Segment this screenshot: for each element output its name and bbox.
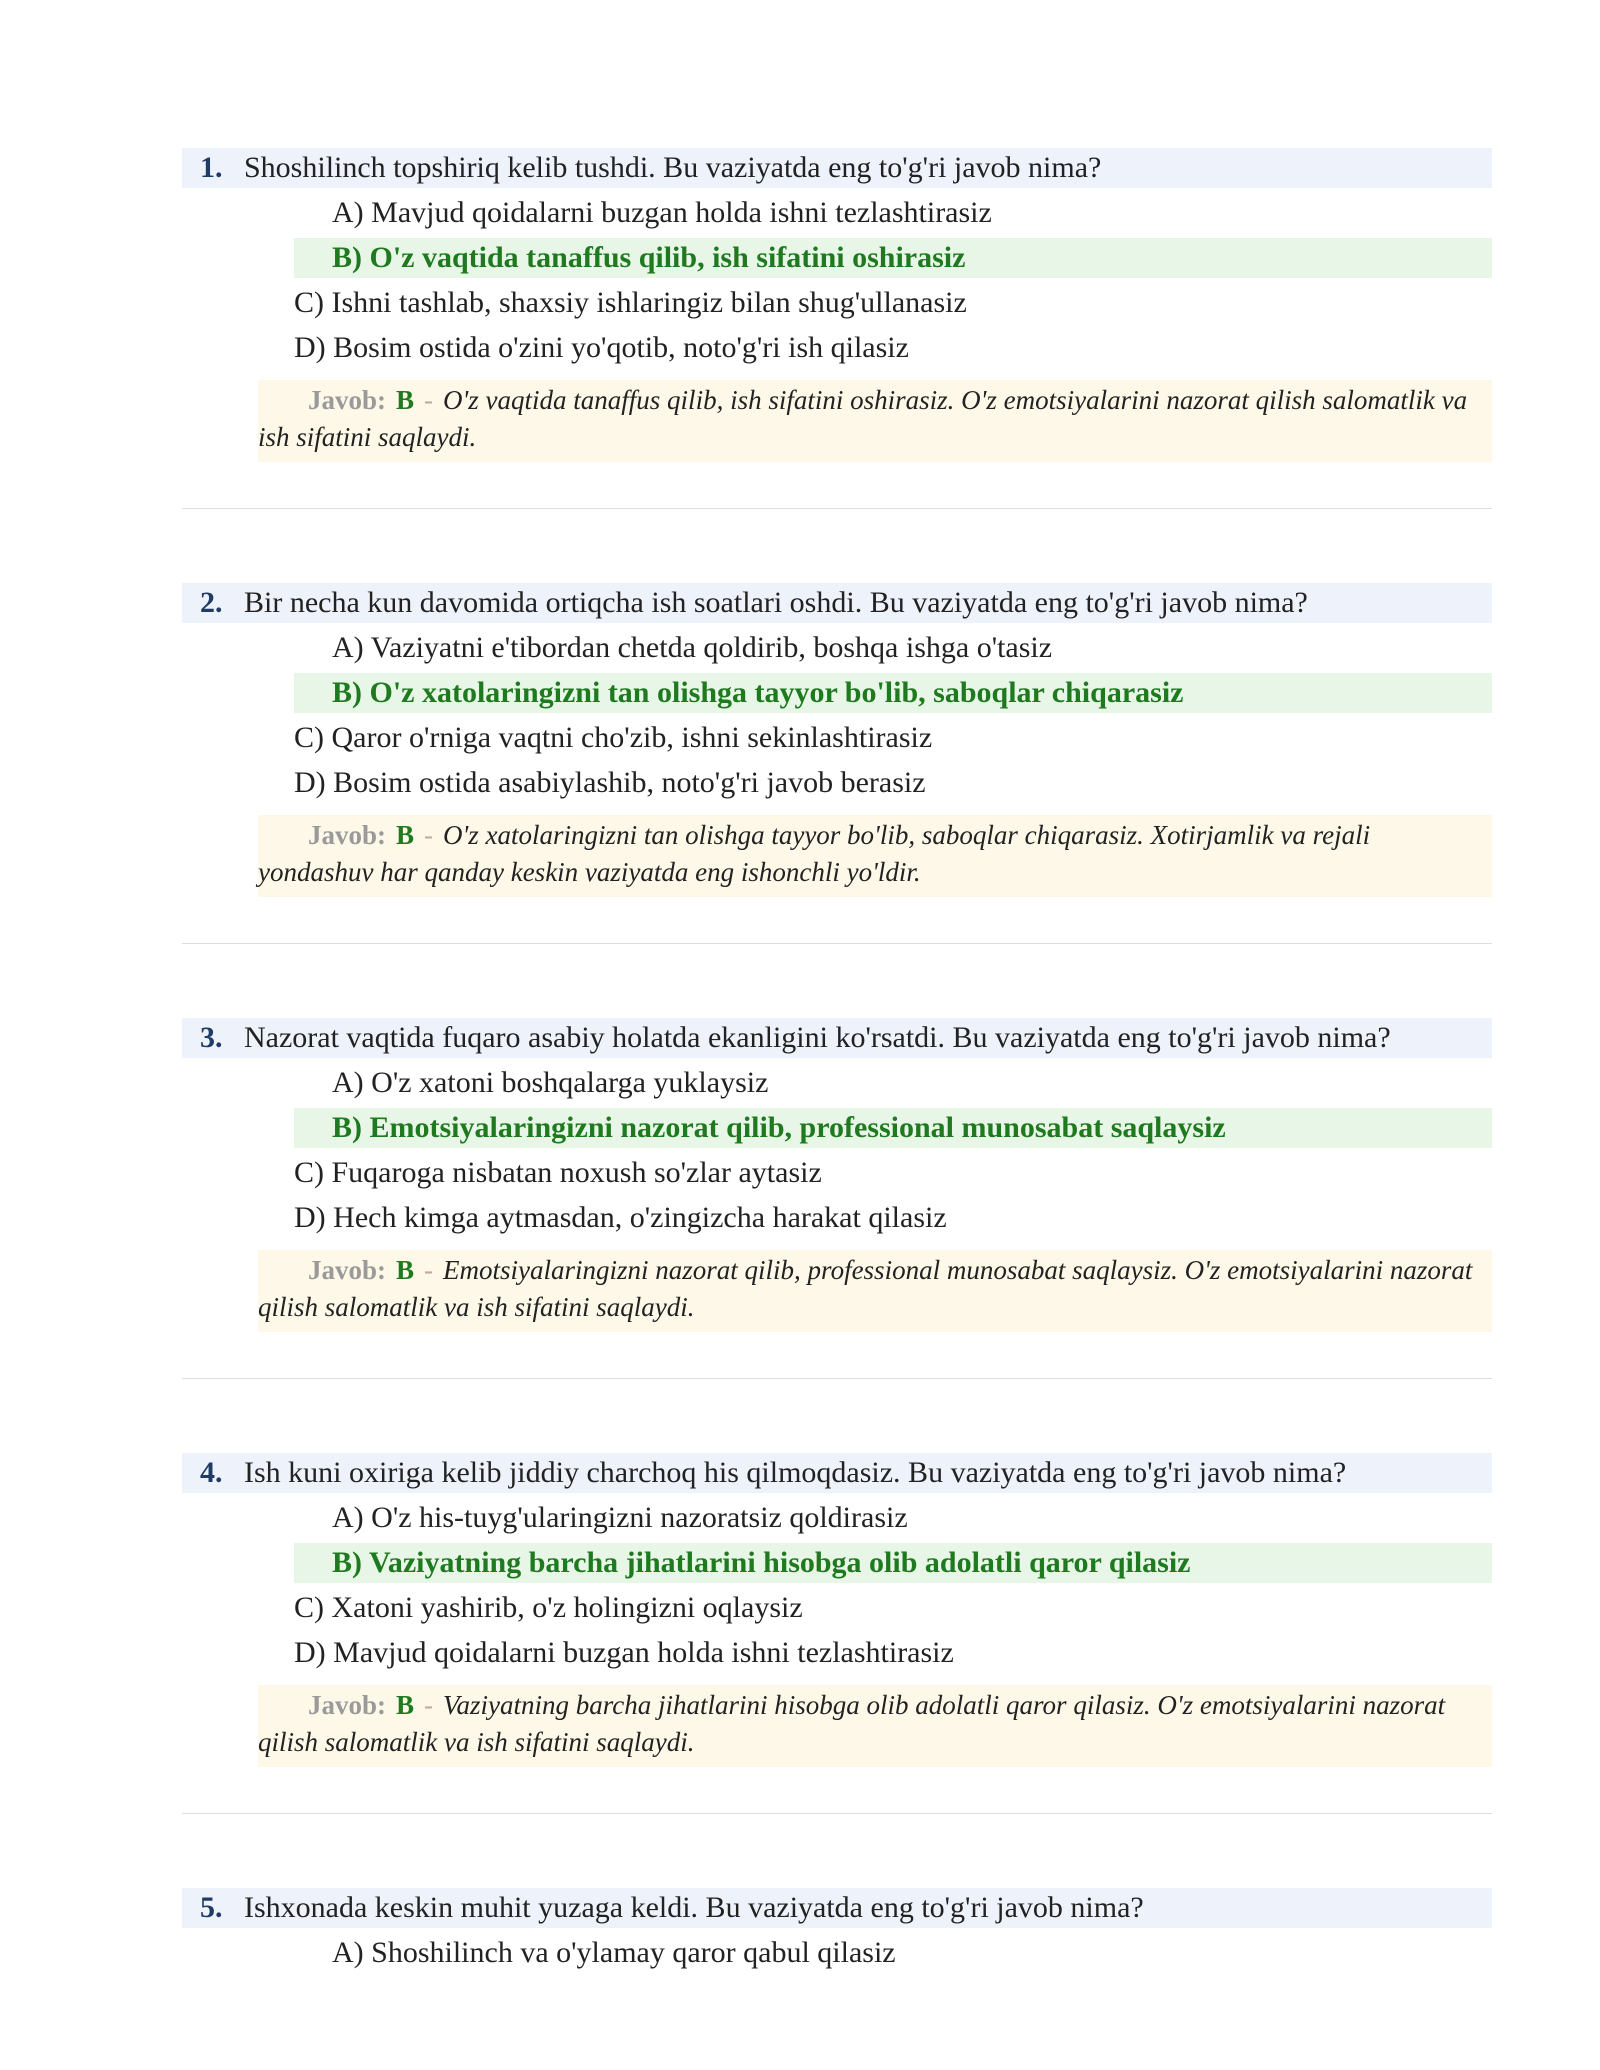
question-header [182,1453,1492,1493]
option-c: C) Ishni tashlab, shaxsiy ishlaringiz bilan shug'ullanasiz [294,286,967,319]
question-divider [182,1378,1492,1379]
answer-label: Javob: [308,1255,387,1285]
question-number: 5. [200,1891,223,1924]
question-number: 3. [200,1021,223,1054]
option-d: D) Bosim ostida o'zini yo'qotib, noto'g'ri ish qilasiz [294,331,909,364]
question-divider [182,943,1492,944]
question-block [182,148,1492,509]
option-b-correct: B) Emotsiyalaringizni nazorat qilib, professional munosabat saqlaysiz [294,1108,1492,1148]
question-text: Shoshilinch topshiriq kelib tushdi. Bu vaziyatda eng to'g'ri javob nima? [244,151,1102,184]
question-header [182,148,1492,188]
question-header [182,583,1492,623]
option-b-correct: B) Vaziyatning barcha jihatlarini hisobga olib adolatli qaror qilasiz [294,1543,1492,1583]
option-c: C) Xatoni yashirib, o'z holingizni oqlaysiz [294,1591,803,1624]
answer-label: Javob: [308,820,387,850]
answer-box [258,815,1492,897]
option-b-correct: B) O'z xatolaringizni tan olishga tayyor bo'lib, saboqlar chiqarasiz [294,673,1492,713]
answer-label: Javob: [308,1690,387,1720]
question-text: Bir necha kun davomida ortiqcha ish soatlari oshdi. Bu vaziyatda eng to'g'ri javob nima? [244,586,1308,619]
question-number: 4. [200,1456,223,1489]
option-a: A) O'z his-tuyg'ularingizni nazoratsiz qoldirasiz [332,1501,908,1534]
question-header [182,1018,1492,1058]
option-a: A) Vaziyatni e'tibordan chetda qoldirib, boshqa ishga o'tasiz [332,631,1053,664]
answer-explanation: O'z vaqtida tanaffus qilib, ish sifatini oshirasiz. O'z emotsiyalarini nazorat qilish salomatlik va ish sifatini saqlaydi. [258,385,1468,452]
question-block [182,1453,1492,1814]
question-block [182,1888,1492,1973]
question-block [182,1018,1492,1379]
question-text: Ish kuni oxiriga kelib jiddiy charchoq his qilmoqdasiz. Bu vaziyatda eng to'g'ri javob nima? [244,1456,1347,1489]
option-d: D) Hech kimga aytmasdan, o'zingizcha harakat qilasiz [294,1201,947,1234]
question-header [182,1888,1492,1928]
question-number: 2. [200,586,223,619]
answer-label: Javob: [308,385,387,415]
answer-letter: B [396,1255,415,1285]
option-a: A) O'z xatoni boshqalarga yuklaysiz [332,1066,769,1099]
option-a: A) Shoshilinch va o'ylamay qaror qabul qilasiz [332,1936,896,1969]
answer-box [258,1250,1492,1332]
answer-explanation: O'z xatolaringizni tan olishga tayyor bo'lib, saboqlar chiqarasiz. Xotirjamlik va rejali yondashuv har qanday keskin vaziyatda eng ishonchli yo'ldir. [258,820,1371,887]
question-number: 1. [200,151,223,184]
option-d: D) Mavjud qoidalarni buzgan holda ishni tezlashtirasiz [294,1636,954,1669]
answer-box [258,380,1492,462]
option-d: D) Bosim ostida asabiylashib, noto'g'ri javob berasiz [294,766,926,799]
question-divider [182,508,1492,509]
question-divider [182,1813,1492,1814]
answer-letter: B [396,820,415,850]
answer-box [258,1685,1492,1767]
answer-dash: - [424,1690,434,1720]
question-text: Ishxonada keskin muhit yuzaga keldi. Bu vaziyatda eng to'g'ri javob nima? [244,1891,1144,1924]
option-b-correct: B) O'z vaqtida tanaffus qilib, ish sifatini oshirasiz [294,238,1492,278]
answer-explanation: Emotsiyalaringizni nazorat qilib, professional munosabat saqlaysiz. O'z emotsiyalarini nazorat qilish salomatlik va ish sifatini saqlaydi. [258,1255,1473,1322]
option-a: A) Mavjud qoidalarni buzgan holda ishni tezlashtirasiz [332,196,992,229]
quiz-page [182,148,1492,1973]
answer-dash: - [424,385,434,415]
answer-dash: - [424,820,434,850]
question-text: Nazorat vaqtida fuqaro asabiy holatda ekanligini ko'rsatdi. Bu vaziyatda eng to'g'ri javob nima? [244,1021,1391,1054]
answer-dash: - [424,1255,434,1285]
question-block [182,583,1492,944]
answer-explanation: Vaziyatning barcha jihatlarini hisobga olib adolatli qaror qilasiz. O'z emotsiyalarini nazorat qilish salomatlik va ish sifatini saqlaydi. [258,1690,1446,1757]
answer-letter: B [396,1690,415,1720]
answer-letter: B [396,385,415,415]
option-c: C) Fuqaroga nisbatan noxush so'zlar aytasiz [294,1156,822,1189]
option-c: C) Qaror o'rniga vaqtni cho'zib, ishni sekinlashtirasiz [294,721,933,754]
